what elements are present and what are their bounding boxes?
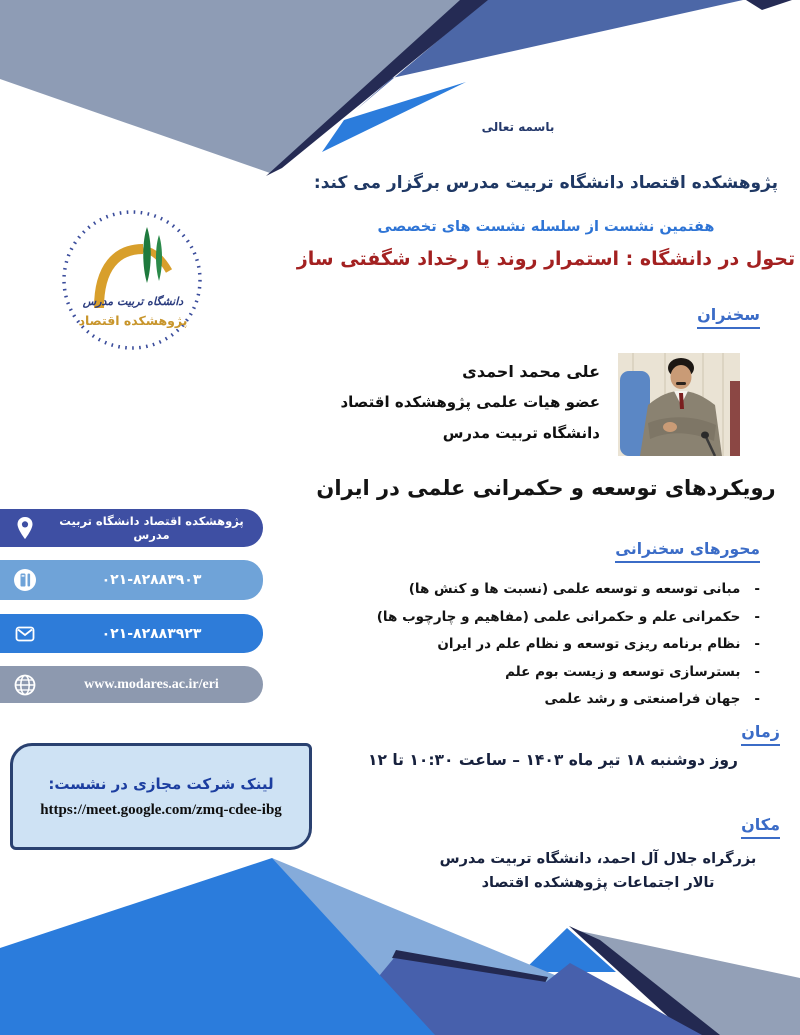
topic-item: - نظام برنامه ریزی توسعه و نظام علم در ایران	[200, 631, 760, 659]
virtual-meeting-label: لینک شرکت مجازی در نشست:	[48, 774, 274, 793]
time-heading-label: زمان	[741, 722, 780, 746]
contact-address-label: پژوهشکده اقتصاد دانشگاه تربیت مدرس	[59, 514, 244, 542]
envelope-icon	[10, 619, 40, 649]
topic-item: - جهان فراصنعتی و رشد علمی	[200, 686, 760, 714]
topics-heading-label: محورهای سخنرانی	[615, 540, 760, 563]
virtual-meeting-box	[10, 743, 312, 850]
globe-icon	[10, 670, 40, 700]
session-title: تحول در دانشگاه : استمرار روند یا رخداد شگفتی ساز	[296, 248, 796, 270]
speaker-role: عضو هیات علمی پژوهشکده اقتصاد	[340, 393, 600, 411]
time-heading	[741, 722, 780, 746]
phone-icon	[10, 565, 40, 595]
top-corner-decoration	[0, 0, 800, 180]
speaker-face	[671, 365, 692, 389]
speaker-photo	[618, 353, 740, 456]
logo-university-name: دانشگاه تربیت مدرس	[82, 295, 184, 308]
venue-address	[396, 847, 800, 895]
organizer-line: پژوهشکده اقتصاد دانشگاه تربیت مدرس برگزار می کند:	[313, 173, 779, 193]
venue-line-2: تالار اجتماعات پژوهشکده اقتصاد	[481, 875, 715, 891]
series-line: هفتمین نشست از سلسله نشست های تخصصی	[377, 219, 715, 235]
topics-heading	[615, 540, 760, 563]
contact-phone-pill	[0, 560, 263, 600]
location-pin-icon	[10, 513, 40, 543]
contact-website-pill[interactable]	[0, 666, 263, 703]
venue-heading-label: مکان	[741, 815, 780, 839]
virtual-meeting-url[interactable]: https://meet.google.com/zmq-cdee-ibg	[40, 801, 282, 818]
speaker-info	[200, 356, 600, 449]
contact-address-pill	[0, 509, 263, 547]
bismillah-text: باسمه تعالی	[481, 120, 555, 134]
topic-item: - بسترسازی توسعه و زیست بوم علم	[200, 659, 760, 687]
speaker-heading	[697, 305, 760, 329]
speaker-heading-label: سخنران	[697, 305, 760, 329]
topics-list	[200, 576, 760, 714]
venue-heading	[741, 815, 780, 839]
institute-logo	[57, 205, 207, 355]
contact-fax-pill	[0, 614, 263, 653]
contact-fax-number: ۰۲۱-۸۲۸۸۳۹۲۳	[101, 625, 202, 642]
venue-line-1: بزرگراه جلال آل احمد، دانشگاه تربیت مدرس	[439, 851, 757, 867]
speaker-name: علی محمد احمدی	[462, 362, 600, 381]
contact-website-url[interactable]: www.modares.ac.ir/eri	[84, 676, 219, 692]
topic-item: - حکمرانی علم و حکمرانی علمی (مفاهیم و چارچوب ها)	[200, 604, 760, 632]
event-datetime: روز دوشنبه ۱۸ تیر ماه ۱۴۰۳ – ساعت ۱۰:۳۰ تا ۱۲	[368, 751, 738, 769]
speaker-org: دانشگاه تربیت مدرس	[442, 424, 600, 442]
contact-phone-number: ۰۲۱-۸۲۸۸۳۹۰۳	[101, 572, 202, 588]
logo-institute-name: پژوهشکده اقتصاد	[78, 313, 188, 328]
topic-item: - مبانی توسعه و توسعه علمی (نسبت ها و کنش ها)	[200, 576, 760, 604]
lecture-title: رویکردهای توسعه و حکمرانی علمی در ایران	[316, 476, 776, 500]
